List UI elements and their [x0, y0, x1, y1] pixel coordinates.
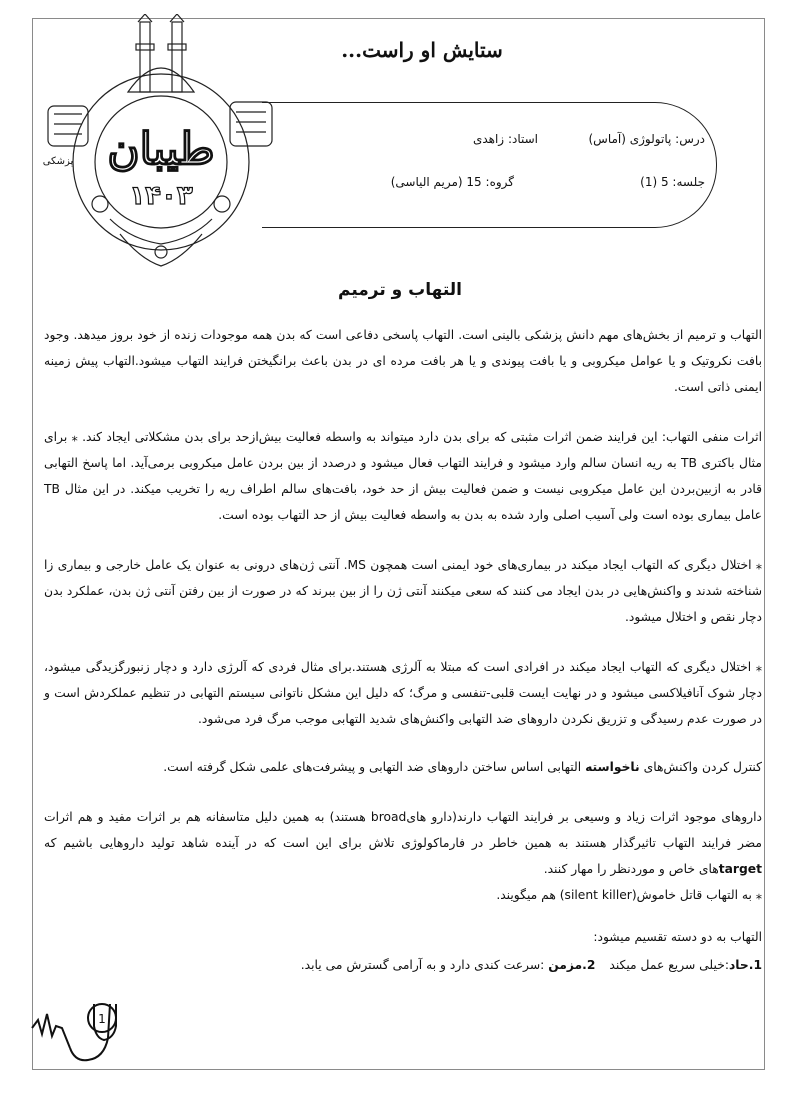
header-info-box	[262, 102, 717, 228]
course-label: درس:	[675, 132, 705, 146]
p5-text-b: التهابی اساس ساختن داروهای ضد التهابی و پیشرفت‌های علمی شکل گرفته است.	[163, 760, 586, 774]
paragraph-intro: التهاب و ترمیم از بخش‌های مهم دانش پزشکی بالینی است. التهاب پاسخی دفاعی است که بدن همه موجودات زنده از خود بروز میدهد. وجود بافت نکروتیک و یا عوامل میکروبی و یا بافت پیوندی و یا هر بافت مرده ای در بدن باعث برانگیختن فرایند التهاب میشود.التهاب پیش زمینه ایمنی ذاتی است.	[44, 328, 762, 394]
teacher-value: زاهدی	[472, 132, 505, 146]
paragraph-autoimmune: ⁎ اختلال دیگری که التهاب ایجاد میکند در بیماری‌های خود ایمنی است همچون MS. آنتی ژن‌های درونی به عنوان یک عامل خارجی و بیماری زا شناخته شدند و واکنش‌هایی در بدن ایجاد می کنند که سعی میکنند آنتی ژن را از بین ببرند که در صورت از بین رفتن آنتی ژن بدن، عملکرد بدن دچار نقص و اختلال میشود.	[44, 558, 763, 624]
session-value: 5 (1)	[640, 175, 669, 189]
p6-target: target	[718, 862, 762, 876]
type-chronic-desc: :سرعت کندی دارد و به آرامی گسترش می یابد.	[300, 958, 549, 972]
paragraph-negative-effects: اثرات منفی التهاب: این فرایند ضمن اثرات مثبتی که برای بدن دارد میتواند به واسطه فعالیت بیش‌ازحد برای بدن مشکلاتی ایجاد کند. ⁎ برای مثال باکتری TB به ریه انسان سالم وارد میشود و فرایند التهاب فعال میشود و درصدد از بین بردن عامل میکروبی برمی‌آید. اما پاسخ التهابی قادر به ازبین‌بردن این عامل میکروبی نیست و ضمن فعالیت بیش از حد خود، بافت‌های سالم اطراف ریه را تخریب میکند. در این مثال TB عامل بیماری بوده است ولی آسیب اصلی وارد شده به بدن به واسطه فعالیت بیش از حد التهاب بوده است.	[44, 430, 762, 522]
type-acute-desc: :خیلی سریع عمل میکند	[609, 958, 729, 972]
type-2-number: 2.	[582, 958, 596, 972]
paragraph-categories: التهاب به دو دسته تقسیم میشود:	[593, 930, 762, 944]
stethoscope-icon	[30, 990, 130, 1065]
group-value: 15 (مریم الیاسی)	[390, 175, 482, 189]
teacher-label: استاد:	[507, 132, 538, 146]
p6-text-a: داروهای موجود اثرات زیاد و وسیعی بر فرایند التهاب دارند(دارو های	[406, 810, 763, 824]
p6-text-b: هستند) به همین دلیل متاسفانه هم بر اثرات مفید و هم اثرات مضر فرایند التهاب تاثیرگذار هستند به همین خاطر در فارماکولوژی تلاش برای این است که در آینده شاهد تولید داروهایی باشیم که	[44, 810, 762, 850]
type-chronic-label: مزمن	[548, 958, 583, 972]
p5-bold: ناخواسته	[585, 760, 640, 774]
paragraph-control	[44, 754, 762, 780]
paragraph-silent-killer: ⁎ به التهاب قاتل خاموش(silent killer) هم میگویند.	[496, 888, 762, 902]
course-field	[589, 132, 706, 146]
paragraph-allergy: ⁎ اختلال دیگری که التهاب ایجاد میکند در افرادی است که مبتلا به آلرژی هستند.برای مثال فردی که آلرژی دارد و دچار زنبورگزیدگی میشود، دچار شوک آنافیلاکسی میشود و در نهایت ایست قلبی-تنفسی و مرگ؛ که دلیل این مشکل ناتوانی سیستم التهابی در تنظیم عملکردش است و در صورت عدم رسیدگی و تزریق نکردن داروهای ضد التهابی واکنش‌های شدید التهابی موجب مرگ فرد می‌شود.	[44, 660, 762, 726]
p6-text-c: های خاص و موردنظر را مهار کنند.	[543, 862, 719, 876]
document-title: التهاب و ترمیم	[338, 280, 462, 300]
session-field	[640, 175, 705, 189]
logo-side-text: پزشکی	[42, 156, 74, 167]
p5-text-a: کنترل کردن واکنش‌های	[639, 760, 762, 774]
logo-main-text: طیبان	[107, 124, 215, 175]
paragraph-types	[44, 952, 762, 978]
teacher-field	[473, 132, 538, 146]
p6-broad: broad	[370, 810, 407, 824]
header-motto: ستایش او راست...	[341, 38, 503, 62]
page-number: 1	[98, 1012, 106, 1026]
type-1-number: 1.	[748, 958, 762, 972]
group-label: گروه:	[485, 175, 514, 189]
session-label: جلسه:	[672, 175, 705, 189]
paragraph-drugs	[44, 804, 762, 882]
logo-year-text: ۱۴۰۳	[129, 181, 193, 211]
course-value: پاتولوژی (آماس)	[588, 132, 672, 146]
group-field	[391, 175, 514, 189]
tabiban-logo-emblem	[40, 14, 280, 272]
type-acute-label: حاد	[728, 958, 749, 972]
